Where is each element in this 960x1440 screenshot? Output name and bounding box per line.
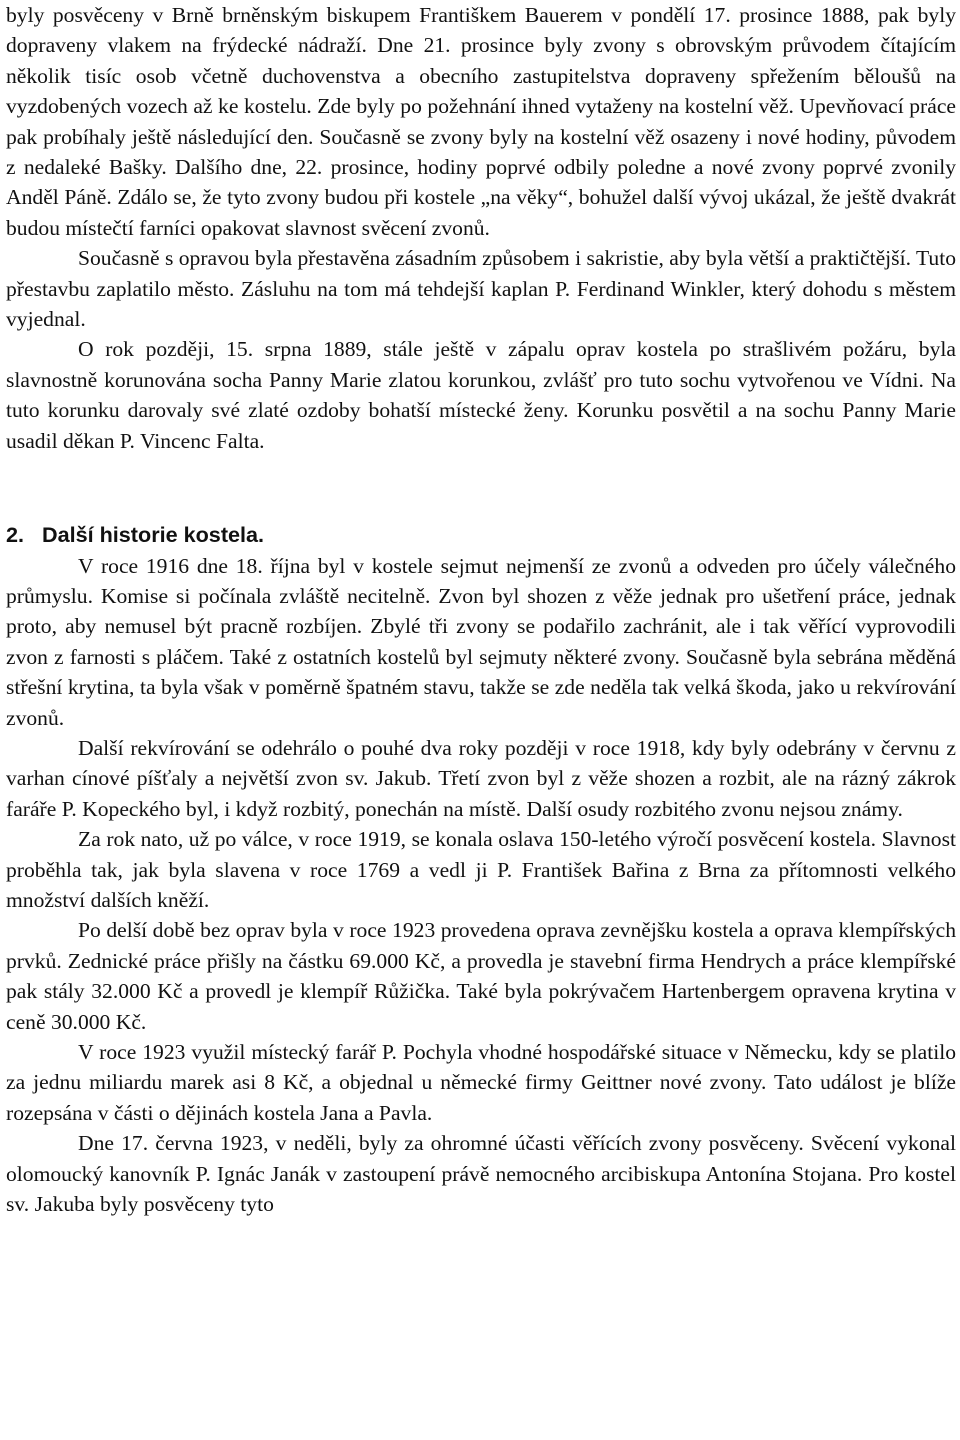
- paragraph-1916: V roce 1916 dne 18. října byl v kostele sejmut nejmenší ze zvonů a odveden pro účely válečného průmyslu. Komise si počínala zvláště necitelně. Zvon byl shozen z věže jednak pro ušetření práce, jednak proto, aby nemusel být pracně rozbíjen. Zbylé tři zvony se podařilo zachránit, ale i tak věřící vyprovodili zvon z farnosti s pláčem. Také z ostatních kostelů byl sejmuty některé zvony. Současně byla sebrána měděná střešní krytina, ta byla však v poměrně špatném stavu, takže se zde neděla tak velká škoda, jako u rekvírování zvonů.: [6, 553, 956, 730]
- section-title: Další historie kostela.: [42, 522, 265, 548]
- document-page: [6, 0, 956, 1219]
- paragraph-1923-consecration: Dne 17. června 1923, v neděli, byly za ohromné účasti věřících zvony posvěceny. Svěcení vykonal olomoucký kanovník P. Ignác Janák v zastoupení právě nemocného arcibiskupa Antonína Stojana. Pro kostel sv. Jakuba byly posvěceny tyto: [6, 1131, 956, 1217]
- paragraph-1923-bells: V roce 1923 využil místecký farář P. Pochyla vhodné hospodářské situace v Německu, kdy se platilo za jednu miliardu marek asi 8 Kč, a objednal u německé firmy Geittner nové zvony. Tato událost je blíže rozepsána v části o dějinách kostela Jana a Pavla.: [6, 1040, 956, 1125]
- paragraph-1918: Další rekvírování se odehrálo o pouhé dva roky později v roce 1918, kdy byly odebrány v červnu z varhan cínové píšťaly a největší zvon sv. Jakub. Třetí zvon byl z věže shozen a rozbit, ale na rázný zákrok faráře P. Kopeckého byl, i když rozbitý, ponechán na místě. Další osudy rozbitého zvonu nejsou známy.: [6, 735, 956, 821]
- paragraph-crown: O rok později, 15. srpna 1889, stále ještě v zápalu oprav kostela po strašlivém požáru, byla slavnostně korunována socha Panny Marie zlatou korunkou, zvlášť pro tuto sochu vytvořenou ve Vídni. Na tuto korunku darovaly své zlaté ozdoby bohatší místecké ženy. Korunku posvětil a na sochu Panny Marie usadil děkan P. Vincenc Falta.: [6, 337, 956, 453]
- section-heading: [6, 520, 956, 550]
- section-number: 2.: [6, 522, 25, 548]
- paragraph-1919: Za rok nato, už po válce, v roce 1919, se konala oslava 150-letého výročí posvěcení kostela. Slavnost proběhla tak, jak byla slavena v roce 1769 a vedl ji P. František Bařina z Brna za přítomnosti velkého množství dalších kněží.: [6, 827, 956, 912]
- paragraph-bells-consecration: byly posvěceny v Brně brněnským biskupem Františkem Bauerem v pondělí 17. prosince 1888, pak byly dopraveny vlakem na frýdecké nádraží. Dne 21. prosince byly zvony s obrovským průvodem čítajícím několik tisíc osob včetně duchovenstva a obecního zastupitelstva dopraveny spřežením běloušů na vyzdobených vozech až ke kostelu. Zde byly po požehnání ihned vytaženy na kostelní věž. Upevňovací práce pak probíhaly ještě následující den. Současně se zvony byly na kostelní věž osazeny i nové hodiny, původem z nedaleké Bašky. Dalšího dne, 22. prosince, hodiny poprvé odbily poledne a nové zvony poprvé zvonily Anděl Páně. Zdálo se, že tyto zvony budou při kostele „na věky“, bohužel další vývoj ukázal, že ještě dvakrát budou místečtí farníci opakovat slavnost svěcení zvonů.: [6, 3, 956, 240]
- paragraph-sacristy: Současně s opravou byla přestavěna zásadním způsobem i sakristie, aby byla větší a praktičtější. Tuto přestavbu zaplatilo město. Zásluhu na tom má tehdejší kaplan P. Ferdinand Winkler, který dohodu s městem vyjednal.: [6, 246, 956, 332]
- paragraph-1923-repairs: Po delší době bez oprav byla v roce 1923 provedena oprava zevnějšku kostela a oprava klempířských prvků. Zednické práce přišly na částku 69.000 Kč, a provedla je stavební firma Hendrych a práce klempířské pak stály 32.000 Kč a provedl je klempíř Růžička. Také byla pokrývačem Hartenbergem opravena krytina v ceně 30.000 Kč.: [6, 918, 956, 1034]
